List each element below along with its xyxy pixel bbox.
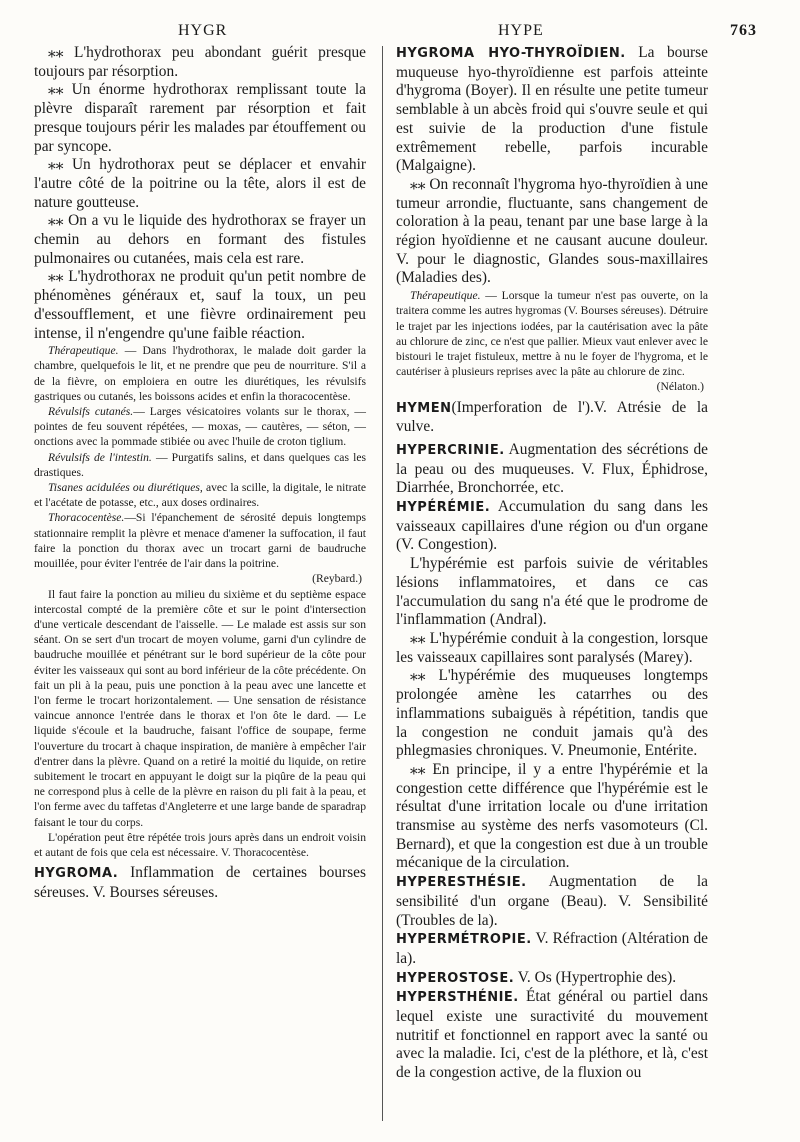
entry-headword: HYGROMA. (34, 866, 119, 882)
paragraph: ⁎⁎ Un énorme hydrothorax remplissant toute la plèvre disparaît rarement par résorption et fait presque toujours périr les malades par étouffement ou par syncope. (34, 81, 366, 155)
paragraph: Il faut faire la ponction au milieu du sixième et du septième espace intercostal compté de la première côte et sur le point d'intersection d'une verticale descendant de l'aisselle. — Le malade est assis sur son séant. On se sert d'un trocart de moyen volume, garni d'un cylindre de baudruche mouillée et pénétrant sur le bord supérieur de la côte pour éviter les vaisseaux qui sont au bord inférieur de la côte précédente. On fait un pli à la peau, puis une ponction à la peau avec une lancette et l'on ferme le trocart horizontalement. — Une sensation de résistance vaincue annonce l'entrée dans le thorax et l'on ôte le dard. — Le liquide s'écoule et la baudruche, faisant l'office de soupape, ferme l'ouverture du trocart à chaque inspiration, de manière à empêcher l'air d'entrer dans la plèvre. Quand on a retiré la moitié du liquide, on retire subitement le trocart en appuyant le doigt sur la piqûre de la peau qui ne correspond plus à celle de la plèvre en raison du pli fait à la peau, et l'on ferme avec du taffetas d'Angleterre et une large bande de sparadrap faisant le tour du corps. (34, 587, 366, 829)
entry-headword: HYPERMÉTROPIE. (396, 932, 532, 948)
citation: (Nélaton.) (656, 380, 704, 394)
page-number: 763 (730, 22, 757, 39)
entry-headword: HYMEN (396, 400, 452, 416)
right-column (396, 44, 708, 1083)
citation: (Reybard.) (312, 572, 362, 586)
paragraph: ⁎⁎ On reconnaît l'hygroma hyo-thyroïdien à une tumeur arrondie, fluctuante, sans changement de coloration à la peau, tenant par une base large à la région hyoïdienne et ne causant aucune douleur. V. pour le diagnostic, Glandes sous-maxillaires (Maladies des). (396, 175, 708, 287)
paragraph: ⁎⁎ En principe, il y a entre l'hypérémie et la congestion cette différence que l'hypérémie est le résultat d'une irritation locale ou d'une irritation transmise au système des nerfs vasomoteurs (Cl. Bernard), et que la congestion est due à un trouble mécanique de la circulation. (396, 760, 708, 872)
section-label: Thérapeutique. (410, 289, 481, 303)
entry-headword: HYPERCRINIE. (396, 442, 505, 458)
entry-headword: HYPÉRÉMIE. (396, 500, 491, 516)
entry-headword: HYPEROSTOSE. (396, 970, 515, 986)
section-label: Tisanes acidulées ou diurétiques, (48, 481, 203, 495)
running-head-left: HYGR (178, 22, 228, 39)
left-column (34, 44, 366, 903)
paragraph: ⁎⁎ L'hypérémie conduit à la congestion, lorsque les vaisseaux capillaires sont paralysés (Marey). (396, 630, 708, 666)
entry-hygroma-hyo-thyroidien: HYGROMA HYO-THYROÏDIEN. La bourse muqueuse hyo-thyroïdienne est parfois atteinte d'hygroma (Boyer). Il en résulte une petite tumeur semblable à un abcès froid qui s'ouvre seule et qui est suivie de la production d'une fistule extrêmement rebelle, parfois incurable (Malgaigne). (396, 44, 709, 175)
entry-hyperesthesie: HYPERESTHÉSIE. Augmentation de la sensibilité d'un organe (Beau). V. Sensibilité (Troubles de la). (396, 873, 708, 929)
thoracocentese-paragraph: Thoracocentèse.—Si l'épanchement de sérosité depuis longtemps stationnaire remplit la plèvre et menace d'amener la suffocation, il faut faire la ponction du thorax avec un trocart garni de baudruche mouillée, pour éviter l'entrée de l'air dans la poitrine. (34, 511, 366, 571)
section-label: Thoracocentèse. (48, 511, 125, 525)
entry-headword: HYGROMA HYO-THYROÏDIEN. (396, 46, 626, 61)
paragraph: ⁎⁎ L'hydrothorax ne produit qu'un petit nombre de phénomènes généraux et, sauf la toux, un peu d'essoufflement, et une fièvre ordinairement peu intense, il n'engendre qu'une faible réaction. (34, 268, 366, 342)
running-head-center: HYPE (498, 22, 544, 39)
entry-hygroma: HYGROMA. Inflammation de certaines bourses séreuses. V. Bourses séreuses. (34, 864, 366, 901)
entry-headword: HYPERSTHÉNIE. (396, 990, 519, 1006)
intestin-paragraph: Révulsifs de l'intestin. — Purgatifs salins, et dans quelques cas les drastiques. (34, 450, 366, 479)
therapeutique-paragraph: Thérapeutique. — Lorsque la tumeur n'est pas ouverte, on la traitera comme les autres hygromas (V. Bourses séreuses). Détruire le trajet par les injections iodées, par la cautérisation avec la pâte au chlorure de zinc, ce n'est que pallier. Mieux vaut enlever avec le bistouri le trajet fistuleux, mettre à nu le foyer de l'hygroma, et le cautériser à plusieurs reprises avec la pâte au chlorure de zinc. (396, 289, 708, 379)
column-divider (382, 46, 383, 1121)
entry-hypercrinie: HYPERCRINIE. Augmentation des sécrétions de la peau ou des muqueuses. V. Flux, Éphidrose, Diarrhée, Bronchorrée, etc. (396, 440, 708, 497)
section-label: Révulsifs cutanés. (48, 405, 134, 419)
paragraph: L'opération peut être répétée trois jours après dans un endroit voisin et autant de fois que cela est nécessaire. V. Thoracocentèse. (34, 830, 366, 859)
tisanes-paragraph: Tisanes acidulées ou diurétiques, avec la scille, la digitale, le nitrate et l'acétate de potasse, etc., aux doses ordinaires. (34, 481, 366, 510)
entry-headword: HYPERESTHÉSIE. (396, 875, 527, 891)
entry-hyperostose: HYPEROSTOSE. V. Os (Hypertrophie des). (396, 968, 677, 986)
entry-hypermetropie: HYPERMÉTROPIE. V. Réfraction (Altération de la). (396, 930, 708, 967)
paragraph: ⁎⁎ L'hypérémie des muqueuses longtemps prolongée amène les catarrhes ou des inflammations subaiguës à répétition, tandis que la congestion ne conduit jamais qu'à des phlegmasies chroniques. V. Pneumonie, Entérite. (396, 667, 708, 760)
entry-hymen: HYMEN(Imperforation de l').V. Atrésie de la vulve. (396, 398, 708, 436)
section-label: Thérapeutique. (48, 344, 119, 358)
paragraph: ⁎⁎ Un hydrothorax peut se déplacer et envahir l'autre côté de la poitrine ou la tête, alors il est de nature goutteuse. (34, 156, 366, 211)
entry-hypersthenie: HYPERSTHÉNIE. État général ou partiel dans lequel existe une suractivité du mouvement nutritif et fonctionnel en rapport avec la santé ou avec la maladie. Ici, c'est de la pléthore, et là, c'est de la congestion active, de la fluxion ou (396, 988, 708, 1082)
entry-hyperemie: HYPÉRÉMIE. Accumulation du sang dans les vaisseaux capillaires d'une région ou d'un organe (V. Congestion). (396, 498, 708, 554)
revulsifs-paragraph: Révulsifs cutanés.— Larges vésicatoires volants sur le thorax, — pointes de feu souvent répétées, — moxas, — cautères, — séton, — onctions avec la pommade stibiée ou avec l'huile de croton tiglium. (34, 405, 366, 449)
paragraph: L'hypérémie est parfois suivie de véritables lésions inflammatoires, et dans ce cas l'accumulation du sang n'a été que le prodrome de l'inflammation (Andral). (396, 555, 708, 629)
paragraph: ⁎⁎ On a vu le liquide des hydrothorax se frayer un chemin au dehors en formant des fistules pulmonaires ou cutanées, mais cela est rare. (34, 212, 366, 267)
therapeutique-paragraph: Thérapeutique. — Dans l'hydrothorax, le malade doit garder la chambre, quelquefois le lit, et ne prendre que peu de nourriture. S'il a de la fièvre, on emploiera en outre les diurétiques, les révulsifs gastriques ou cutanés, les boissons acides et enfin la thoracocentèse. (34, 344, 366, 403)
paragraph: ⁎⁎ L'hydrothorax peu abondant guérit presque toujours par résorption. (34, 44, 366, 80)
section-label: Révulsifs de l'intestin. (48, 450, 152, 464)
